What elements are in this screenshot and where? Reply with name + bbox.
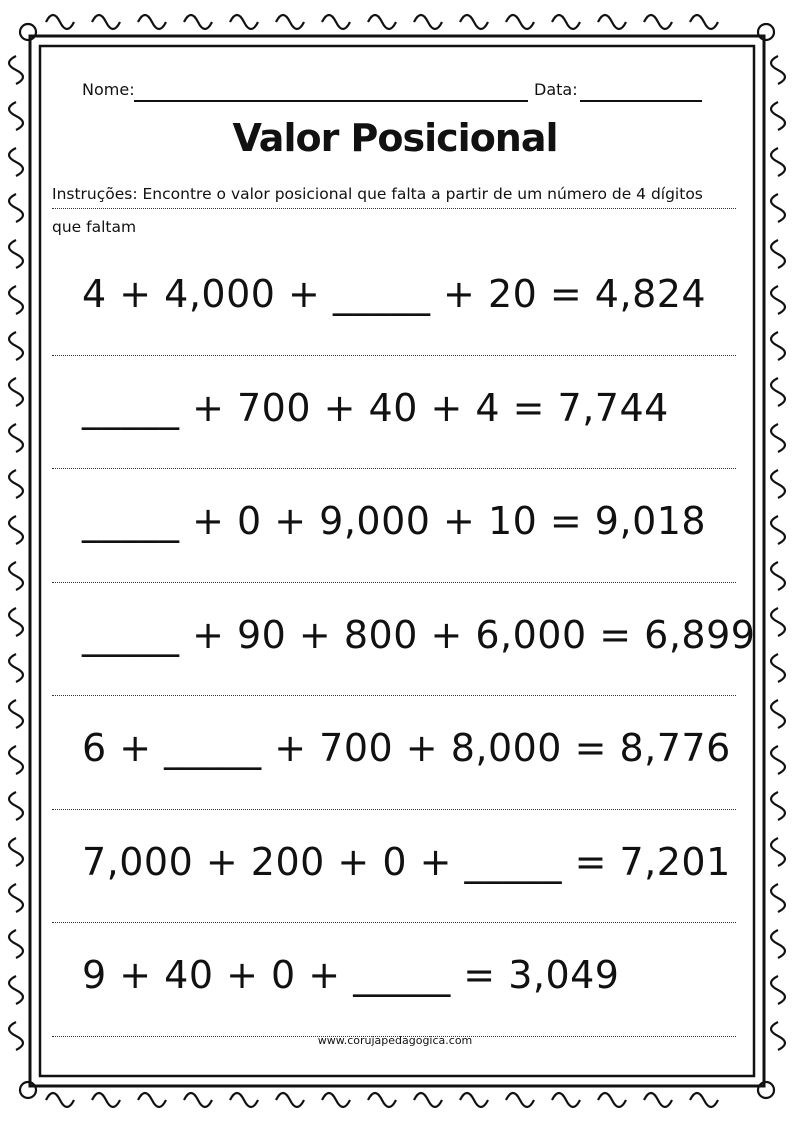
border-swirl bbox=[771, 194, 785, 222]
border-swirl bbox=[9, 240, 23, 268]
border-swirl bbox=[9, 424, 23, 452]
border-swirl bbox=[771, 700, 785, 728]
border-swirl bbox=[9, 194, 23, 222]
instructions-text: Instruções: Encontre o valor posicional que falta a partir de um número de 4 dígitos que faltam bbox=[52, 178, 736, 244]
border-swirl bbox=[506, 1093, 534, 1107]
border-swirl bbox=[771, 56, 785, 84]
border-swirl bbox=[771, 424, 785, 452]
border-swirl bbox=[276, 1093, 304, 1107]
border-swirl bbox=[771, 1022, 785, 1050]
border-swirl bbox=[9, 332, 23, 360]
problem-equation: _____ + 700 + 40 + 4 = 7,744 bbox=[82, 385, 669, 430]
border-swirl bbox=[92, 15, 120, 29]
problem-row bbox=[52, 810, 736, 924]
problem-row bbox=[52, 696, 736, 810]
border-swirl bbox=[771, 148, 785, 176]
border-swirl bbox=[9, 930, 23, 958]
border-swirl bbox=[552, 1093, 580, 1107]
border-swirl bbox=[771, 884, 785, 912]
border-swirl bbox=[9, 148, 23, 176]
border-swirl bbox=[9, 838, 23, 866]
border-swirl bbox=[771, 332, 785, 360]
border-swirl bbox=[771, 608, 785, 636]
border-swirl bbox=[138, 15, 166, 29]
problem-row bbox=[52, 923, 736, 1037]
border-swirl bbox=[9, 884, 23, 912]
border-swirl bbox=[690, 1093, 718, 1107]
border-swirl bbox=[771, 240, 785, 268]
border-swirl bbox=[771, 562, 785, 590]
border-swirl bbox=[552, 15, 580, 29]
border-swirl bbox=[771, 746, 785, 774]
border-swirl bbox=[460, 1093, 488, 1107]
border-swirl bbox=[644, 1093, 672, 1107]
border-swirl bbox=[771, 976, 785, 1004]
border-swirl bbox=[368, 1093, 396, 1107]
date-label: Data: bbox=[534, 80, 578, 99]
border-swirl bbox=[138, 1093, 166, 1107]
corner-curl bbox=[20, 24, 36, 40]
border-swirl bbox=[9, 56, 23, 84]
border-swirl bbox=[322, 15, 350, 29]
border-swirl bbox=[9, 102, 23, 130]
problem-row bbox=[52, 242, 736, 356]
date-field-line[interactable] bbox=[580, 100, 702, 102]
border-swirl bbox=[771, 286, 785, 314]
header-fields bbox=[82, 80, 702, 104]
border-swirl bbox=[184, 1093, 212, 1107]
border-swirl bbox=[9, 654, 23, 682]
border-swirl bbox=[46, 1093, 74, 1107]
corner-curl bbox=[758, 24, 774, 40]
border-swirl bbox=[184, 15, 212, 29]
border-swirl bbox=[598, 15, 626, 29]
problem-equation: 4 + 4,000 + _____ + 20 = 4,824 bbox=[82, 272, 707, 316]
problem-equation: 7,000 + 200 + 0 + _____ = 7,201 bbox=[82, 839, 731, 884]
problem-equation: 6 + _____ + 700 + 8,000 = 8,776 bbox=[82, 726, 731, 770]
worksheet bbox=[48, 50, 756, 1060]
border-swirl bbox=[9, 792, 23, 820]
border-swirl bbox=[230, 1093, 258, 1107]
border-swirl bbox=[598, 1093, 626, 1107]
border-swirl bbox=[771, 378, 785, 406]
border-swirl bbox=[9, 516, 23, 544]
border-swirl bbox=[771, 516, 785, 544]
border-swirl bbox=[9, 470, 23, 498]
border-swirl bbox=[771, 930, 785, 958]
border-swirl bbox=[771, 792, 785, 820]
page-title: Valor Posicional bbox=[232, 116, 558, 160]
border-swirl bbox=[46, 15, 74, 29]
border-swirl bbox=[414, 1093, 442, 1107]
footer-url: www.corujapedagogica.com bbox=[317, 1034, 473, 1047]
border-swirl bbox=[506, 15, 534, 29]
border-swirl bbox=[322, 1093, 350, 1107]
border-swirl bbox=[9, 1022, 23, 1050]
problem-equation: _____ + 0 + 9,000 + 10 = 9,018 bbox=[82, 499, 707, 543]
border-swirl bbox=[771, 838, 785, 866]
name-label: Nome: bbox=[82, 80, 135, 99]
border-swirl bbox=[368, 15, 396, 29]
border-swirl bbox=[644, 15, 672, 29]
border-swirl bbox=[771, 470, 785, 498]
border-swirl bbox=[771, 102, 785, 130]
border-swirl bbox=[9, 562, 23, 590]
border-swirl bbox=[92, 1093, 120, 1107]
problem-equation: 9 + 40 + 0 + _____ = 3,049 bbox=[82, 953, 620, 997]
border-swirl bbox=[276, 15, 304, 29]
border-swirl bbox=[9, 700, 23, 728]
border-swirl bbox=[9, 378, 23, 406]
border-swirl bbox=[9, 608, 23, 636]
problem-list bbox=[52, 242, 756, 1037]
corner-curl bbox=[758, 1082, 774, 1098]
problem-equation: _____ + 90 + 800 + 6,000 = 6,899 bbox=[82, 612, 756, 657]
problem-row bbox=[52, 583, 756, 697]
border-swirl bbox=[9, 286, 23, 314]
border-swirl bbox=[690, 15, 718, 29]
name-field-line[interactable] bbox=[134, 100, 528, 102]
border-swirl bbox=[230, 15, 258, 29]
corner-curl bbox=[20, 1082, 36, 1098]
border-swirl bbox=[9, 746, 23, 774]
border-swirl bbox=[9, 976, 23, 1004]
problem-row bbox=[52, 469, 736, 583]
border-swirl bbox=[771, 654, 785, 682]
problem-row bbox=[52, 356, 736, 470]
border-swirl bbox=[414, 15, 442, 29]
border-swirl bbox=[460, 15, 488, 29]
